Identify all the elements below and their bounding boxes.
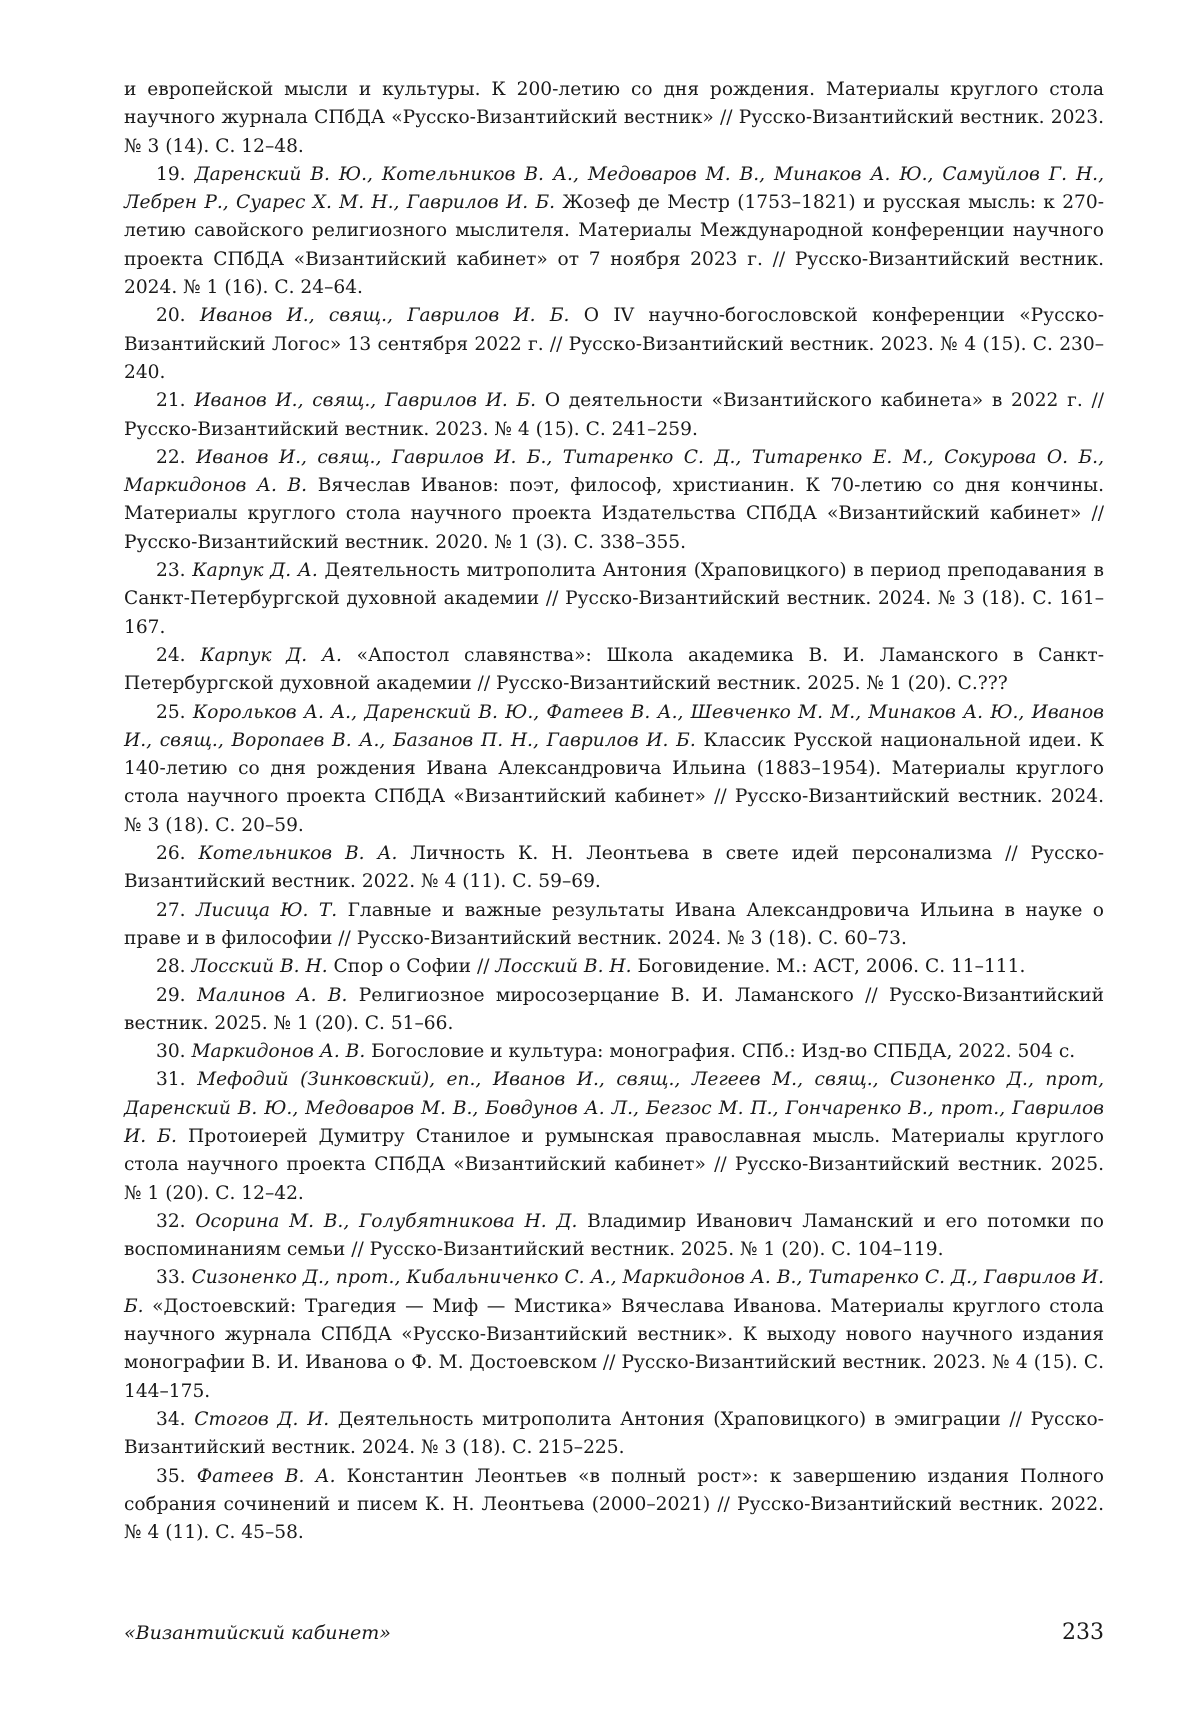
- entry-text: Деятельность митрополита Антония (Храповицкого) в период преподавания в Санкт-Петербургской духовной академии // Русско-Византийский вестник. 2024. № 3 (18). С. 161–167.: [124, 560, 1104, 638]
- entry-text: Спор о Софии //: [333, 956, 490, 978]
- entry-number: 25.: [156, 701, 186, 723]
- bibliography-entry-27: [124, 897, 1104, 954]
- entry-number: 35.: [156, 1465, 186, 1487]
- bibliography-entry-25: [124, 699, 1104, 840]
- entry-number: 31.: [156, 1069, 186, 1091]
- bibliography-entry-24: [124, 642, 1104, 699]
- entry-number: 21.: [156, 390, 186, 412]
- entry-text: Владимир Иванович Ламанский и его потомки по воспоминаниям семьи // Русско-Византийский вестник. 2025. № 1 (20). С. 104–119.: [124, 1210, 1104, 1261]
- bibliography-entry-20: [124, 302, 1104, 387]
- entry-authors: Стогов Д. И.: [194, 1408, 330, 1430]
- entry-number: 19.: [156, 163, 186, 185]
- entry-authors: Корольков А. А., Даренский В. Ю., Фатеев В. А., Шевченко М. М., Минаков А. Ю., Иванов И., свящ., Воропаев В. А., Базанов П. Н., Гаврилов И. Б.: [124, 701, 1104, 751]
- entry-number: 28.: [156, 956, 186, 978]
- bibliography-entry-35: [124, 1463, 1104, 1548]
- entry-text: Константин Леонтьев «в полный рост»: к завершению издания Полного собрания сочинений и писем К. Н. Леонтьева (2000–2021) // Русско-Византийский вестник. 2022. № 4 (11). С. 45–58.: [124, 1465, 1104, 1544]
- entry-text: Протоиерей Думитру Станилое и румынская православная мысль. Материалы круглого стола научного проекта СПбДА «Византийский кабинет» // Русско-Византийский вестник. 2025. № 1 (20). С. 12–42.: [124, 1125, 1104, 1204]
- entry-authors: Иванов И., свящ., Гаврилов И. Б.: [199, 305, 570, 327]
- running-footer-title: «Византийский кабинет»: [124, 1622, 391, 1644]
- entry-number: 20.: [156, 305, 186, 327]
- page-number: 233: [1062, 1620, 1104, 1645]
- entry-number: 26.: [156, 843, 186, 865]
- bibliography-entry-continued: [124, 76, 1104, 161]
- bibliography-entry-22: [124, 444, 1104, 557]
- bibliography-entry-33: [124, 1264, 1104, 1405]
- entry-text: Жозеф де Местр (1753–1821) и русская мысль: к 270-летию савойского религиозного мыслителя. Материалы Международной конференции научного проекта СПбДА «Византийский кабинет» от 7 ноября 2023 г. // Русско-Византийский вестник. 2024. № 1 (16). С. 24–64.: [124, 192, 1104, 299]
- entry-number: 22.: [156, 446, 186, 468]
- entry-authors: Котельников В. А.: [198, 843, 398, 865]
- bibliography-entry-31: [124, 1066, 1104, 1207]
- entry-text: «Достоевский: Трагедия — Миф — Мистика» Вячеслава Иванова. Материалы круглого стола научного журнала СПбДА «Русско-Византийский вестник». К выходу нового научного издания монографии В. И. Иванова о Ф. М. Достоевском // Русско-Византийский вестник. 2023. № 4 (15). С. 144–175.: [124, 1295, 1104, 1402]
- entry-authors: Иванов И., свящ., Гаврилов И. Б., Титаренко С. Д., Титаренко Е. М., Сокурова О. Б., Маркидонов А. В.: [124, 446, 1104, 497]
- bibliography-entry-29: [124, 982, 1104, 1039]
- entry-authors: Фатеев В. А.: [196, 1465, 336, 1487]
- entry-authors: Карпук Д. А.: [200, 644, 342, 666]
- entry-text: Деятельность митрополита Антония (Храповицкого) в эмиграции // Русско-Византийский вестник. 2024. № 3 (18). С. 215–225.: [124, 1408, 1104, 1459]
- bibliography-entry-34: [124, 1406, 1104, 1463]
- entry-number: 34.: [156, 1408, 186, 1430]
- entry-authors: Осорина М. В., Голубятникова Н. Д.: [195, 1210, 578, 1232]
- entry-text: О деятельности «Византийского кабинета» в 2022 г. // Русско-Византийский вестник. 2023. № 4 (15). С. 241–259.: [124, 390, 1105, 440]
- entry-number: 24.: [156, 644, 186, 666]
- entry-text: Религиозное миросозерцание В. И. Ламанского // Русско-Византийский вестник. 2025. № 1 (20). С. 51–66.: [124, 984, 1104, 1034]
- bibliography-entry-21: [124, 387, 1104, 444]
- entry-authors: Лисица Ю. Т.: [196, 899, 338, 921]
- entry-text: Личность К. Н. Леонтьева в свете идей персонализма // Русско-Византийский вестник. 2022. № 4 (11). С. 59–69.: [124, 843, 1104, 893]
- bibliography-entry-26: [124, 840, 1104, 897]
- entry-text: Богословие и культура: монография. СПб.: Изд-во СПБДА, 2022. 504 с.: [371, 1041, 1076, 1063]
- entry-authors-secondary: Лосский В. Н.: [495, 956, 632, 978]
- entry-number: 29.: [156, 984, 186, 1006]
- entry-text: и европейской мысли и культуры. К 200-летию со дня рождения. Материалы круглого стола научного журнала СПбДА «Русско-Византийский вестник» // Русско-Византийский вестник. 2023. № 3 (14). С. 12–48.: [124, 79, 1104, 157]
- bibliography-entry-32: [124, 1208, 1104, 1265]
- entry-authors: Сизоненко Д., прот., Кибальниченко С. А., Маркидонов А. В., Титаренко С. Д., Гаврилов И. Б.: [124, 1267, 1104, 1317]
- entry-text-secondary: Боговидение. М.: АСТ, 2006. С. 11–111.: [637, 956, 1026, 978]
- entry-text: Классик Русской национальной идеи. К 140-летию со дня рождения Ивана Александровича Ильина (1883–1954). Материалы круглого стола научного проекта СПбДА «Византийский кабинет» // Русско-Византийский вестник. 2024. № 3 (18). С. 20–59.: [124, 729, 1104, 836]
- entry-authors: Маркидонов А. В.: [191, 1041, 366, 1063]
- entry-authors: Даренский В. Ю., Котельников В. А., Медоваров М. В., Минаков А. Ю., Самуйлов Г. Н., Лебрен Р., Суарес Х. М. Н., Гаврилов И. Б.: [124, 163, 1104, 214]
- entry-number: 30.: [156, 1041, 186, 1063]
- entry-number: 32.: [156, 1210, 186, 1232]
- bibliography-entry-19: [124, 161, 1104, 302]
- entry-authors: Лосский В. Н.: [191, 956, 328, 978]
- entry-text: Вячеслав Иванов: поэт, философ, христианин. К 70-летию со дня кончины. Материалы круглого стола научного проекта Издательства СПбДА «Византийский кабинет» // Русско-Византийский вестник. 2020. № 1 (3). С. 338–355.: [124, 475, 1104, 553]
- entry-text: Главные и важные результаты Ивана Александровича Ильина в науке о праве и в философии // Русско-Византийский вестник. 2024. № 3 (18). С. 60–73.: [124, 899, 1105, 949]
- bibliography-entry-23: [124, 557, 1104, 642]
- page-footer: [124, 1620, 1104, 1645]
- entry-authors: Мефодий (Зинковский), еп., Иванов И., свящ., Легеев М., свящ., Сизоненко Д., прот, Даренский В. Ю., Медоваров М. В., Бовдунов А. Л., Бегзос М. П., Гончаренко В., прот., Гаврилов И. Б.: [124, 1069, 1104, 1147]
- entry-number: 23.: [156, 560, 186, 582]
- bibliography-entry-30: [124, 1038, 1104, 1066]
- bibliography-entry-28: [124, 953, 1104, 981]
- bibliography-list: [124, 76, 1104, 1547]
- entry-authors: Малинов А. В.: [196, 984, 348, 1006]
- entry-authors: Карпук Д. А.: [192, 560, 318, 582]
- entry-text: «Апостол славянства»: Школа академика В. И. Ламанского в Санкт-Петербургской духовной академии // Русско-Византийский вестник. 2025. № 1 (20). С.???: [124, 644, 1104, 695]
- entry-authors: Иванов И., свящ., Гаврилов И. Б.: [194, 390, 537, 412]
- entry-number: 27.: [156, 899, 186, 921]
- entry-text: О IV научно-богословской конференции «Русско-Византийский Логос» 13 сентября 2022 г. // Русско-Византийский вестник. 2023. № 4 (15). С. 230–240.: [124, 305, 1104, 383]
- entry-number: 33.: [156, 1267, 186, 1289]
